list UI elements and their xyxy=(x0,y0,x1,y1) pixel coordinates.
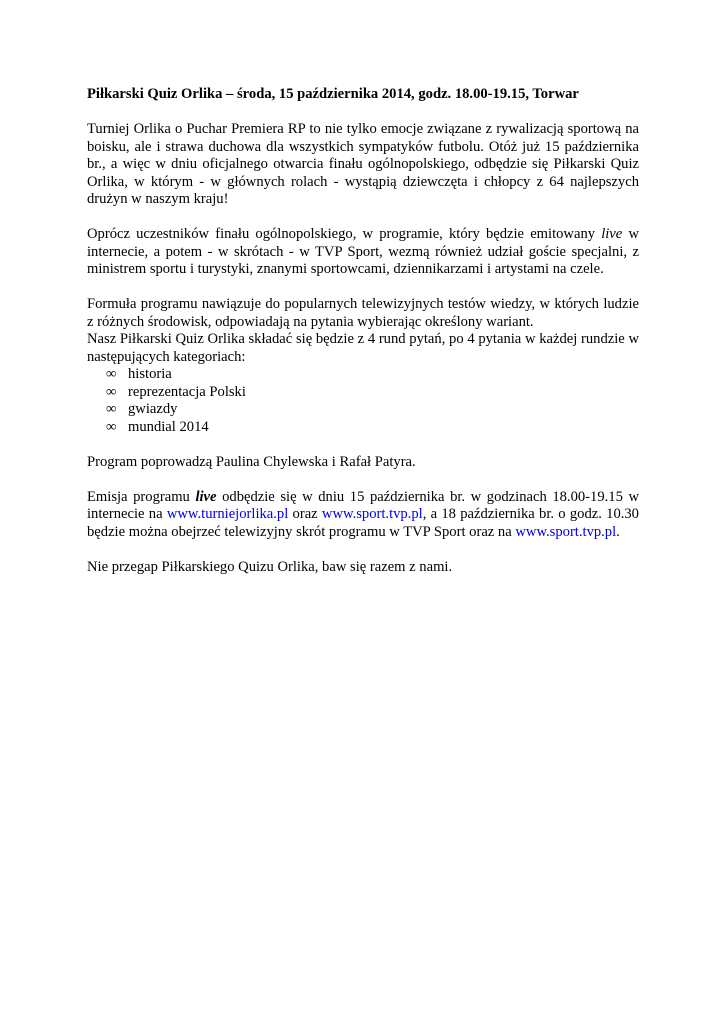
list-item xyxy=(87,419,639,437)
infinity-bullet-icon: ∞ xyxy=(106,383,117,400)
category-label: gwiazdy xyxy=(128,401,178,417)
category-label: reprezentacja Polski xyxy=(128,383,246,400)
paragraph-formula: Formuła programu nawiązuje do popularnych telewizyjnych testów wiedzy, w których ludzie z różnych środowisk, odpowiadają na pytania wybierając określony wariant. xyxy=(87,296,639,330)
link-sport-tvp-1[interactable]: www.sport.tvp.pl xyxy=(321,506,423,522)
guests-text-before: Oprócz uczestników finału ogólnopolskiego, w programie, który będzie emitowany xyxy=(87,226,602,242)
list-item xyxy=(87,401,639,419)
infinity-bullet-icon: ∞ xyxy=(106,418,117,435)
document-page xyxy=(87,86,639,576)
broadcast-text: odbędzie się w dniu 15 października br. w godzinach 18.00-19.15 w xyxy=(216,488,639,505)
link-turniejorlika[interactable]: www.turniejorlika.pl xyxy=(166,506,289,522)
broadcast-line-1 xyxy=(87,489,639,507)
broadcast-text: będzie można obejrzeć telewizyjny skrót programu w TVP Sport oraz na xyxy=(87,523,516,540)
broadcast-text: Emisja programu xyxy=(87,488,196,505)
infinity-bullet-icon: ∞ xyxy=(106,401,117,417)
broadcast-text: . xyxy=(616,523,620,540)
live-italic: live xyxy=(601,226,623,242)
broadcast-text: , a 18 października br. o godz. 10.30 xyxy=(422,506,639,522)
category-label: historia xyxy=(128,366,172,382)
document-title: Piłkarski Quiz Orlika – środa, 15 października 2014, godz. 18.00-19.15, Torwar xyxy=(87,86,579,102)
paragraph-rounds: Nasz Piłkarski Quiz Orlika składać się będzie z 4 rund pytań, po 4 pytania w każdej rundzie w następujących kategoriach: xyxy=(87,331,639,365)
paragraph-closing: Nie przegap Piłkarskiego Quizu Orlika, baw się razem z nami. xyxy=(87,558,453,575)
broadcast-line-2 xyxy=(87,506,639,524)
paragraph-guests xyxy=(87,226,639,279)
infinity-bullet-icon: ∞ xyxy=(106,366,117,382)
live-bold-italic: live xyxy=(195,488,217,505)
link-sport-tvp-2[interactable]: www.sport.tvp.pl xyxy=(515,523,617,540)
category-list xyxy=(87,366,639,436)
list-item xyxy=(87,366,639,384)
paragraph-broadcast xyxy=(87,489,639,542)
broadcast-text: internecie na xyxy=(87,506,167,522)
paragraph-intro: Turniej Orlika o Puchar Premiera RP to nie tylko emocje związane z rywalizacją sportową na boisku, ale i strawa duchowa dla wszystkich sympatyków futbolu. Otóż już 15 października br., a więc w dniu oficjalnego otwarcia finału ogólnopolskiego, odbędzie się Piłkarski Quiz Orlika, w którym - w głównych rolach - wystąpią dziewczęta i chłopcy z 64 najlepszych drużyn w naszym kraju! xyxy=(87,121,639,207)
list-item xyxy=(87,384,639,402)
broadcast-text: oraz xyxy=(288,506,322,522)
category-label: mundial 2014 xyxy=(128,418,209,435)
broadcast-line-3 xyxy=(87,524,639,542)
guests-text-after: w internecie, a potem - w skrótach - w TVP Sport, wezmą również udział goście specjalni, z ministrem sportu i turystyki, znanymi sportowcami, dziennikarzami i artystami na czele. xyxy=(87,226,639,277)
paragraph-hosts: Program poprowadzą Paulina Chylewska i Rafał Patyra. xyxy=(87,453,416,470)
